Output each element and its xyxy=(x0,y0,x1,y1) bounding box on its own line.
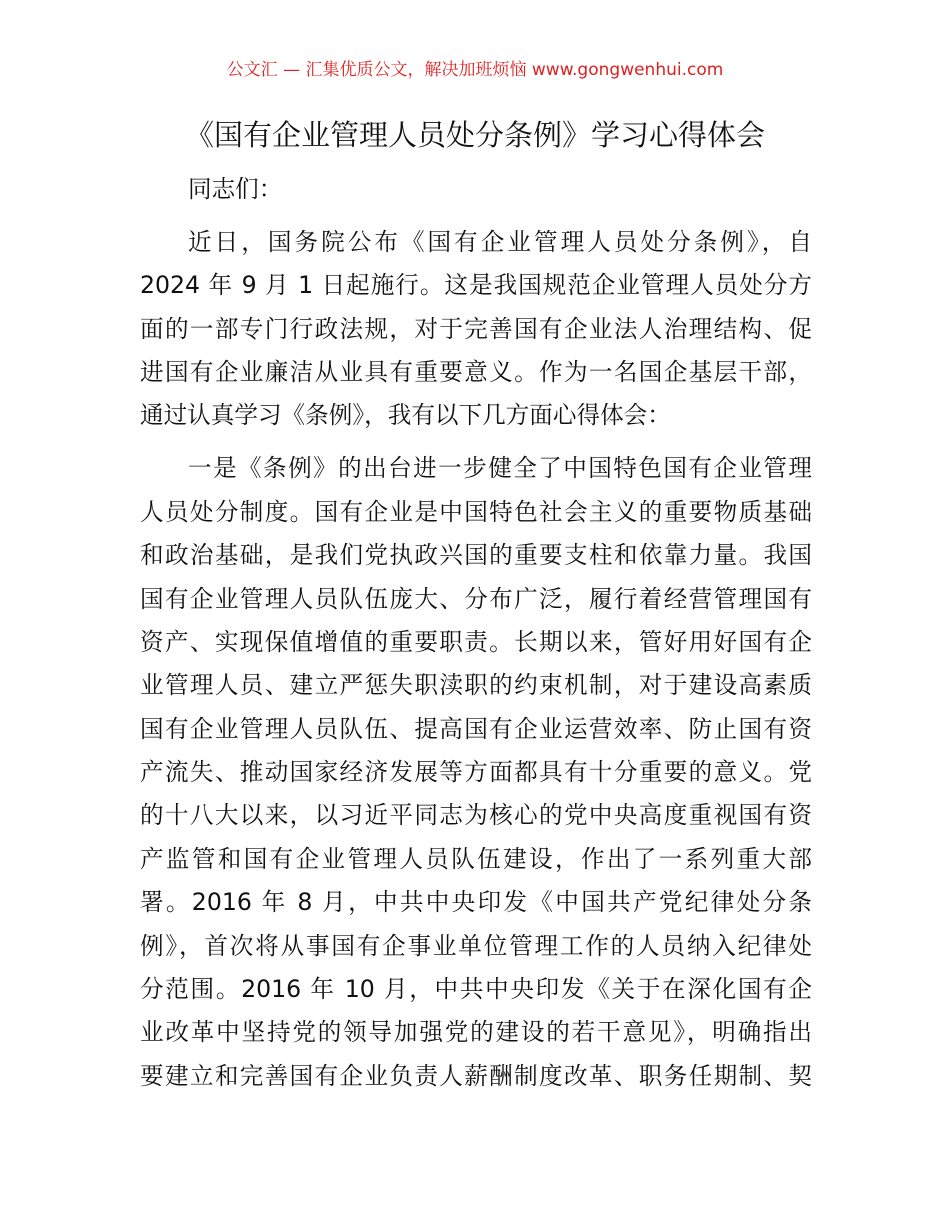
text-line: 国有企业管理人员队伍庞大、分布广泛，履行着经营管理国有 xyxy=(140,584,812,613)
text-line: 国有企业管理人员队伍、提高国有企业运营效率、防止国有资 xyxy=(140,714,812,743)
paragraph-point-one xyxy=(140,447,812,1098)
text-line: 和政治基础，是我们党执政兴国的重要支柱和依靠力量。我国 xyxy=(140,541,812,570)
text-line: 通过认真学习《条例》，我有以下几方面心得体会： xyxy=(140,401,671,430)
text-line: 一是《条例》的出台进一步健全了中国特色国有企业管理 xyxy=(188,454,812,483)
text-line: 业改革中坚持党的领导加强党的建设的若干意见》，明确指出 xyxy=(140,1018,812,1047)
text-line: 资产、实现保值增值的重要职责。长期以来，管好用好国有企 xyxy=(140,627,812,656)
text-line: 业管理人员、建立严惩失职渎职的约束机制，对于建设高素质 xyxy=(140,671,812,700)
salutation: 同志们： xyxy=(188,175,283,203)
text-line: 产流失、推动国家经济发展等方面都具有十分重要的意义。党 xyxy=(140,758,812,787)
paragraph-intro xyxy=(140,221,812,438)
document-body xyxy=(140,168,812,1108)
text-line: 分范围。2016 年 10 月，中共中央印发《关于在深化国有企 xyxy=(140,975,812,1004)
text-line: 署。2016 年 8 月，中共中央印发《中国共产党纪律处分条 xyxy=(140,888,812,917)
site-watermark-header: 公文汇 — 汇集优质公文，解决加班烦恼 www.gongwenhui.com xyxy=(226,60,724,80)
document-title: 《国有企业管理人员处分条例》学习心得体会 xyxy=(184,118,765,152)
text-line: 进国有企业廉洁从业具有重要意义。作为一名国企基层干部， xyxy=(140,358,812,387)
text-line: 例》，首次将从事国有企事业单位管理工作的人员纳入纪律处 xyxy=(140,931,812,960)
text-line: 面的一部专门行政法规，对于完善国有企业法人治理结构、促 xyxy=(140,314,812,343)
salutation-paragraph xyxy=(140,168,812,211)
text-line: 的十八大以来，以习近平同志为核心的党中央高度重视国有资 xyxy=(140,801,812,830)
text-line: 要建立和完善国有企业负责人薪酬制度改革、职务任期制、契 xyxy=(140,1061,812,1090)
text-line: 2024 年 9 月 1 日起施行。这是我国规范企业管理人员处分方 xyxy=(140,271,812,300)
text-line: 产监管和国有企业管理人员队伍建设，作出了一系列重大部 xyxy=(140,844,812,873)
text-line: 人员处分制度。国有企业是中国特色社会主义的重要物质基础 xyxy=(140,497,812,526)
text-line: 近日，国务院公布《国有企业管理人员处分条例》，自 xyxy=(188,227,812,256)
